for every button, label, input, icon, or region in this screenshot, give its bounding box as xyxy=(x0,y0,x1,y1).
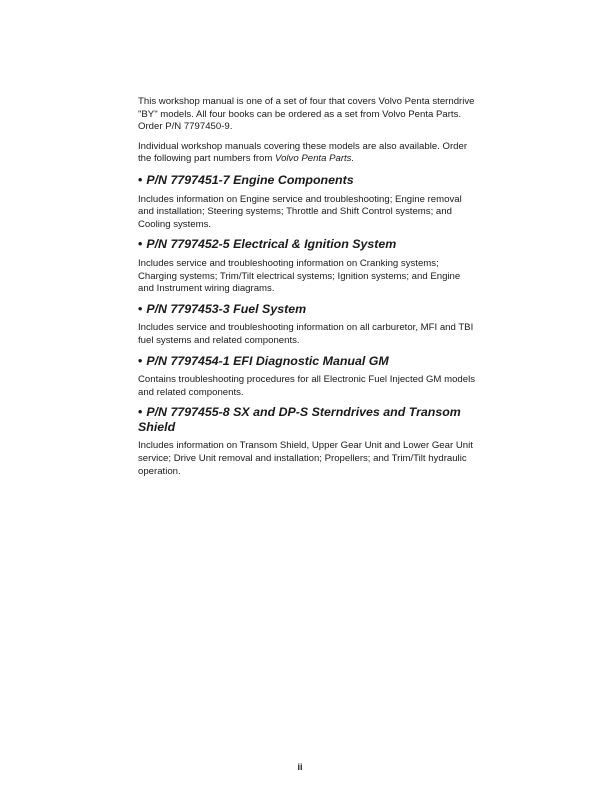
bullet-icon: • xyxy=(138,237,143,252)
section-description: Includes information on Engine service and troubleshooting; Engine removal and installation; Steering systems; Throttle and Shift Control systems; and Cooling systems. xyxy=(138,193,462,230)
bullet-icon: • xyxy=(138,172,143,187)
section-description: Includes service and troubleshooting information on Cranking systems; Charging systems; Trim/Tilt electrical systems; Ignition systems; and Engine and Instrument wiring diagrams. xyxy=(138,257,461,295)
intro-paragraph-2-text: Individual workshop manuals covering these models are also available. Order the following part numbers from xyxy=(138,140,468,165)
section-heading xyxy=(138,173,478,188)
section-heading xyxy=(138,354,478,369)
bullet-icon: • xyxy=(138,353,143,368)
section-heading xyxy=(138,302,478,317)
bullet-icon: • xyxy=(138,405,143,420)
section-description: Includes service and troubleshooting information on all carburetor, MFI and TBI fuel systems and related components. xyxy=(138,322,474,346)
bullet-icon: • xyxy=(138,301,143,316)
volvo-penta-parts-text: Volvo Penta Parts. xyxy=(275,153,355,165)
manual-section-sterndrives xyxy=(138,405,478,478)
page-content xyxy=(138,96,478,484)
section-heading-text: P/N 7797452-5 Electrical & Ignition System xyxy=(146,237,397,252)
section-description: Contains troubleshooting procedures for all Electronic Fuel Injected GM models and related components. xyxy=(138,374,476,398)
section-heading-text: P/N 7797451-7 Engine Components xyxy=(146,172,354,187)
manual-section-fuel xyxy=(138,302,478,348)
section-heading xyxy=(138,237,478,252)
page-number: ii xyxy=(297,762,303,772)
manual-section-efi xyxy=(138,354,478,400)
intro-paragraph-2 xyxy=(138,141,478,166)
manual-section-engine xyxy=(138,173,478,231)
manual-section-electrical xyxy=(138,237,478,295)
section-heading-text: P/N 7797453-3 Fuel System xyxy=(146,301,307,316)
section-heading-text: P/N 7797455-8 SX and DP-S Sterndrives and Transom Shield xyxy=(138,405,461,434)
section-heading-text: P/N 7797454-1 EFI Diagnostic Manual GM xyxy=(146,353,389,368)
intro-paragraph-1: This workshop manual is one of a set of four that covers Volvo Penta sterndrive "BY" models. All four books can be ordered as a set from Volvo Penta Parts. Order P/N 7797450-9. xyxy=(138,96,475,133)
section-heading xyxy=(138,405,478,434)
section-description: Includes information on Transom Shield, Upper Gear Unit and Lower Gear Unit service; Drive Unit removal and installation; Propellers; and Trim/Tilt hydraulic operation. xyxy=(138,440,473,477)
